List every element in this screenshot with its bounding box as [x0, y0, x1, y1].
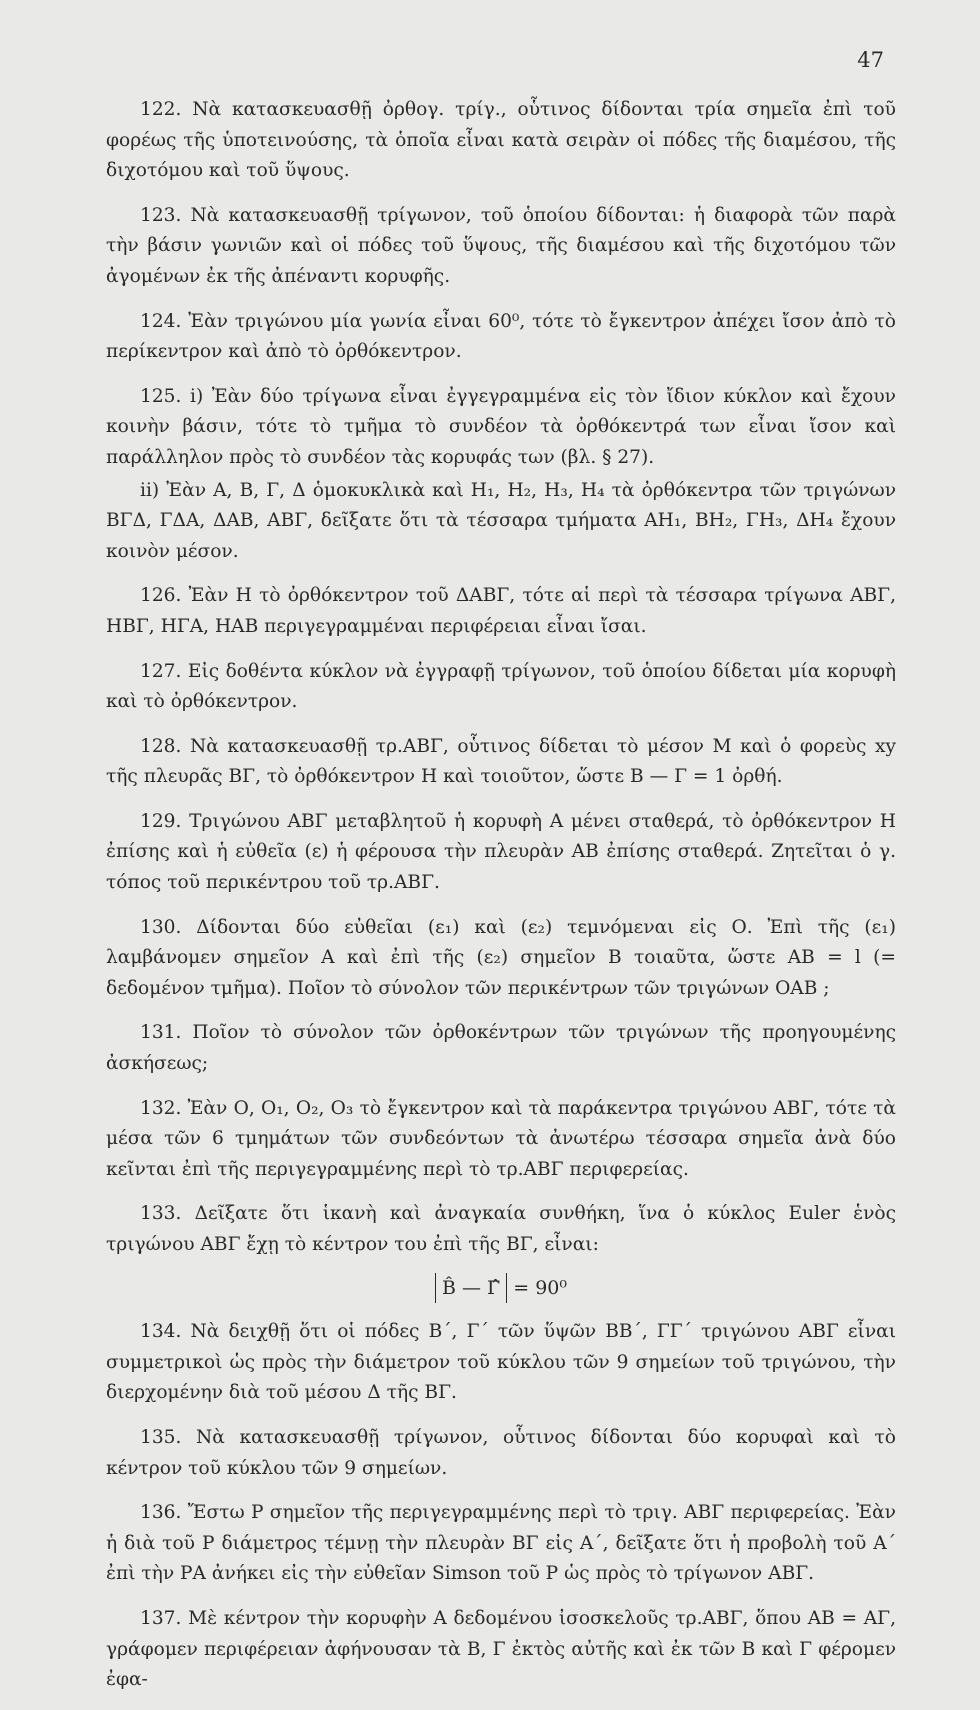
problem-128: 128. Νὰ κατασκευασθῇ τρ.ΑΒΓ, οὗτινος δίδεται τὸ μέσον Μ καὶ ὁ φορεὺς xy τῆς πλευρᾶς ΒΓ, τὸ ὀρθόκεντρον Η καὶ τοιοῦτον, ὥστε Β — Γ = 1 ὀρθή.: [106, 735, 896, 788]
problem-129: 129. Τριγώνου ΑΒΓ μεταβλητοῦ ἡ κορυφὴ Α μένει σταθερά, τὸ ὀρθόκεντρον Η ἐπίσης καὶ ἡ εὐθεῖα (ε) ἡ φέρουσα τὴν πλευρὰν ΑΒ ἐπίσης σταθερά. Ζητεῖται ὁ γ. τόπος τοῦ περικέντρου τοῦ τρ.ΑΒΓ.: [106, 810, 896, 894]
problem-133: 133. Δεῖξατε ὅτι ἱκανὴ καὶ ἀναγκαία συνθήκη, ἵνα ὁ κύκλος Euler ἑνὸς τριγώνου ΑΒΓ ἔχῃ τὸ κέντρον του ἐπὶ τῆς ΒΓ, εἶναι:: [106, 1203, 896, 1255]
problem-131: 131. Ποῖον τὸ σύνολον τῶν ὀρθοκέντρων τῶν τριγώνων τῆς προηγουμένης ἀσκήσεως;: [106, 1022, 896, 1075]
problem-134: 134. Νὰ δειχθῇ ὅτι οἱ πόδες Β΄, Γ΄ τῶν ὕψῶν ΒΒ΄, ΓΓ΄ τριγώνου ΑΒΓ εἶναι συμμετρικοὶ ὡς πρὸς τὴν διάμετρον τοῦ κύκλου τῶν 9 σημείων τοῦ τριγώνου, τὴν διερχομένην διὰ τοῦ μέσου Δ τῆς ΒΓ.: [106, 1321, 896, 1404]
problem-125-ii: ii) Ἐὰν Α, Β, Γ, Δ ὁμοκυκλικὰ καὶ Η₁, Η₂, Η₃, Η₄ τὰ ὀρθόκεντρα τῶν τριγώνων ΒΓΔ, ΓΔΑ, ΔΑΒ, ΑΒΓ, δεῖξατε ὅτι τὰ τέσσαρα τμήματα ΑΗ₁, ΒΗ₂, ΓΗ₃, ΔΗ₄ ἔχουν κοινὸν μέσον.: [106, 479, 896, 562]
euler-condition-formula: [106, 1273, 896, 1304]
problem-126: 126. Ἐὰν Η τὸ ὀρθόκεντρον τοῦ ΔΑΒΓ, τότε αἱ περὶ τὰ τέσσαρα τρίγωνα ΑΒΓ, ΗΒΓ, ΗΓΑ, ΗΑΒ περιγεγραμμέναι περιφέρειαι εἶναι ἴσαι.: [106, 585, 896, 637]
problem-127: 127. Εἰς δοθέντα κύκλον νὰ ἐγγραφῇ τρίγωνον, τοῦ ὁποίου δίδεται μία κορυφὴ καὶ τὸ ὀρθόκεντρον.: [106, 660, 896, 713]
problem-132: 132. Ἐὰν Ο, Ο₁, Ο₂, Ο₃ τὸ ἔγκεντρον καὶ τὰ παράκεντρα τριγώνου ΑΒΓ, τότε τὰ μέσα τῶν 6 τμημάτων τῶν συνδεόντων τὰ ἀνωτέρω τέσσαρα σημεῖα ἀνὰ δύο κεῖνται ἐπὶ τῆς περιγεγραμμένης περὶ τὸ τρ.ΑΒΓ περιφερείας.: [106, 1097, 896, 1180]
page-number: 47: [857, 48, 884, 72]
problem-137: 137. Μὲ κέντρον τὴν κορυφὴν Α δεδομένου ἰσοσκελοῦς τρ.ΑΒΓ, ὅπου ΑΒ = ΑΓ, γράφομεν περιφέρειαν ἀφήνουσαν τὰ Β, Γ ἐκτὸς αὐτῆς καὶ ἐκ τῶν Β καὶ Γ φέρομεν ἐφα-: [106, 1607, 896, 1691]
problem-136: 136. Ἔστω Ρ σημεῖον τῆς περιγεγραμμένης περὶ τὸ τριγ. ΑΒΓ περιφερείας. Ἐὰν ἡ διὰ τοῦ Ρ διάμετρος τέμνῃ τὴν πλευρὰν ΒΓ εἰς Α΄, δεῖξατε ὅτι ἡ προβολὴ τοῦ Α΄ ἐπὶ τὴν ΡΑ ἀνήκει εἰς τὴν εὐθεῖαν Simson τοῦ Ρ ὡς πρὸς τὸ τρίγωνον ΑΒΓ.: [106, 1502, 896, 1585]
problem-124: 124. Ἐὰν τριγώνου μία γωνία εἶναι 60⁰, τότε τὸ ἔγκεντρον ἀπέχει ἴσον ἀπὸ τὸ περίκεντρον καὶ ἀπὸ τὸ ὀρθόκεντρον.: [106, 310, 896, 363]
problem-123: 123. Νὰ κατασκευασθῇ τρίγωνον, τοῦ ὁποίου δίδονται: ἡ διαφορὰ τῶν παρὰ τὴν βάσιν γωνιῶν καὶ οἱ πόδες τοῦ ὕψους, τῆς διαμέσου καὶ τῆς διχοτόμου τῶν ἀγομένων ἐκ τῆς ἀπέναντι κορυφῆς.: [106, 204, 896, 287]
formula-value: = 90⁰: [513, 1276, 568, 1299]
problem-125-i: 125. i) Ἐὰν δύο τρίγωνα εἶναι ἐγγεγραμμένα εἰς τὸν ἴδιον κύκλον καὶ ἔχουν κοινὴν βάσιν, τότε τὸ τμῆμα τὸ συνδέον τὰ ὀρθόκεντρά των εἶναι ἴσον καὶ παράλληλον πρὸς τὸ συνδέον τὰς κορυφάς των (βλ. § 27).: [106, 385, 896, 468]
problem-122: 122. Νὰ κατασκευασθῇ ὀρθογ. τρίγ., οὗτινος δίδονται τρία σημεῖα ἐπὶ τοῦ φορέως τῆς ὑποτεινούσης, τὰ ὁποῖα εἶναι κατὰ σειρὰν οἱ πόδες τῆς διαμέσου, τῆς διχοτόμου καὶ τοῦ ὕψους.: [106, 99, 896, 182]
problem-130: 130. Δίδονται δύο εὐθεῖαι (ε₁) καὶ (ε₂) τεμνόμεναι εἰς Ο. Ἐπὶ τῆς (ε₁) λαμβάνομεν σημεῖον Α καὶ ἐπὶ τῆς (ε₂) σημεῖον Β τοιαῦτα, ὥστε ΑΒ = l (= δεδομένον τμῆμα). Ποῖον τὸ σύνολον τῶν περικέντρων τῶν τριγώνων ΟΑΒ ;: [106, 916, 896, 999]
problem-list: [106, 95, 896, 1710]
angle-difference-abs: B̂ — Γ̂: [435, 1273, 507, 1303]
problem-135: 135. Νὰ κατασκευασθῇ τρίγωνον, οὗτινος δίδονται δύο κορυφαὶ καὶ τὸ κέντρον τοῦ κύκλου τῶν 9 σημείων.: [106, 1426, 896, 1479]
